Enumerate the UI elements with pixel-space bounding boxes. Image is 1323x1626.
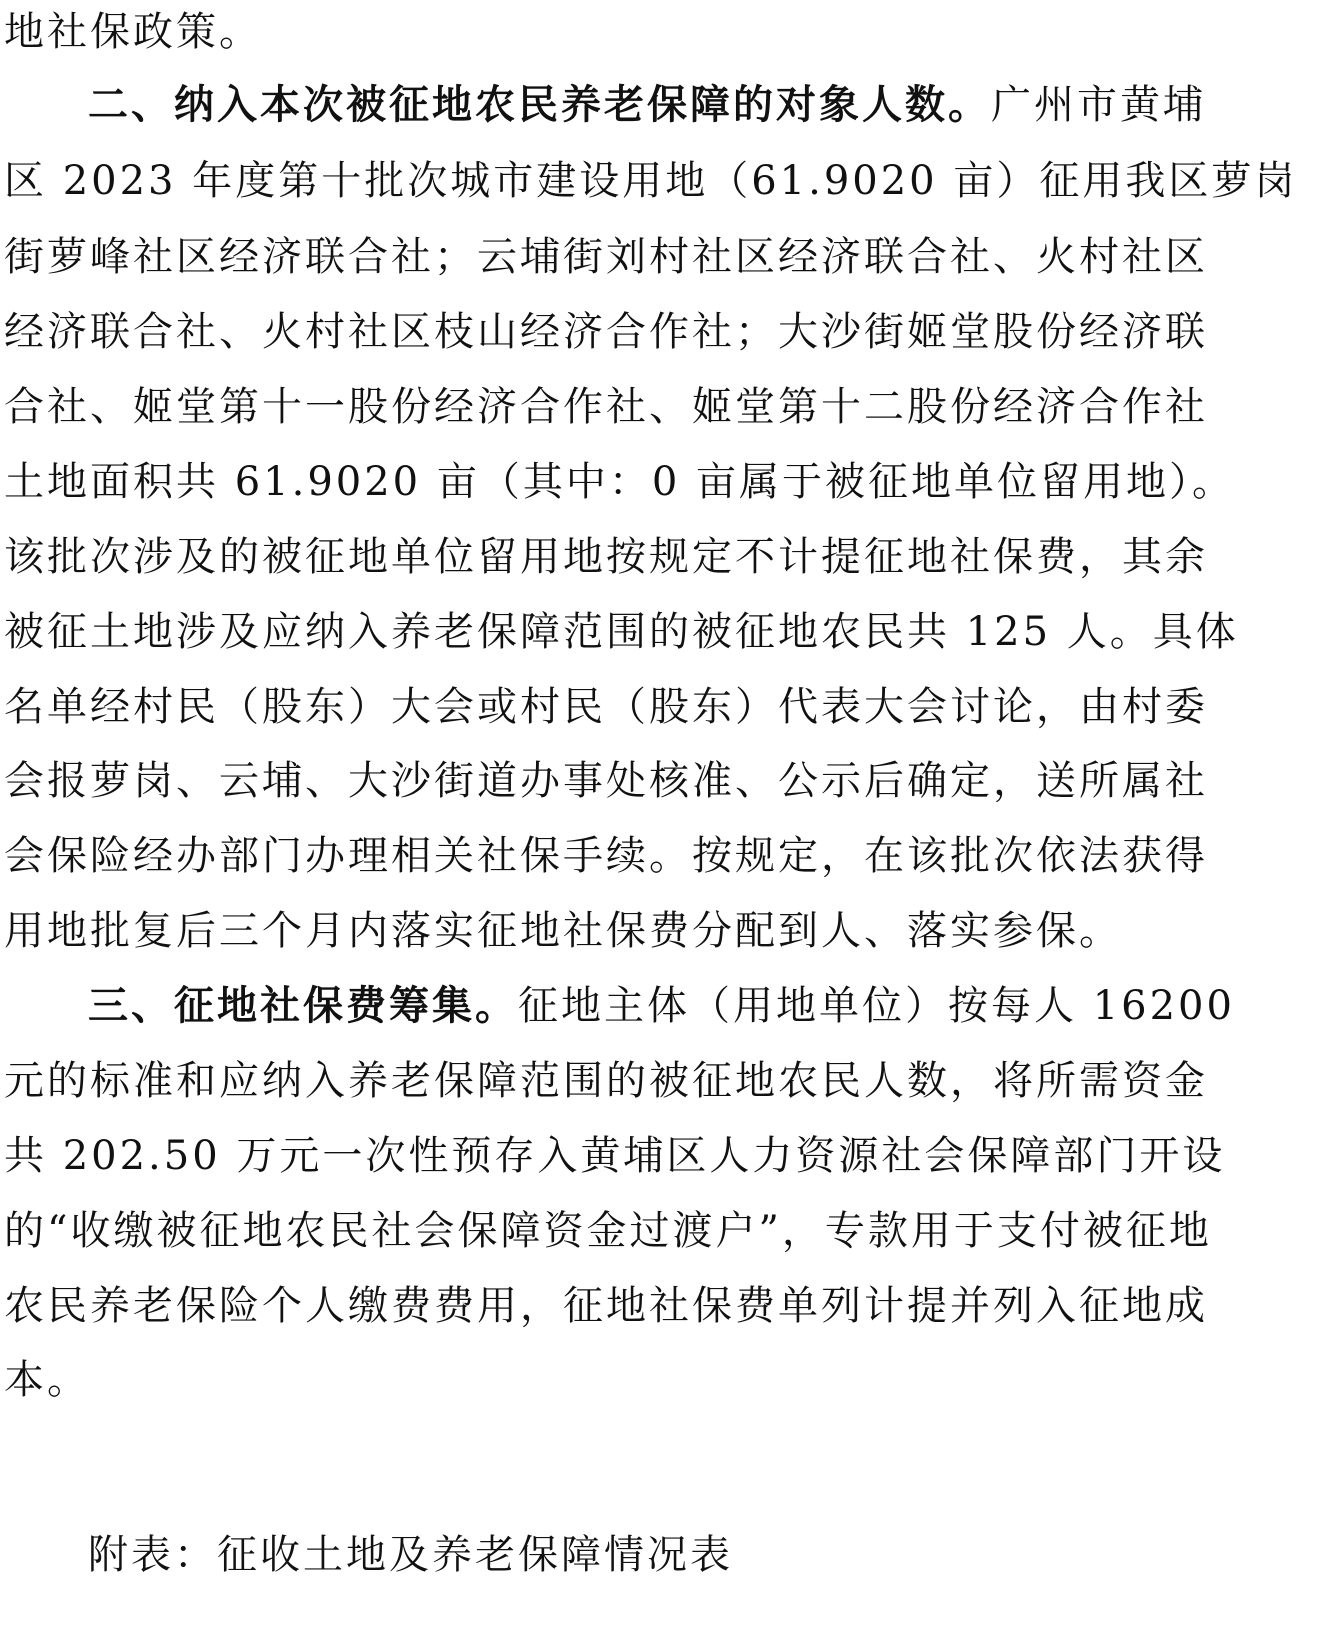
paragraph-line: 名单经村民（股东）大会或村民（股东）代表大会讨论，由村委	[4, 684, 1208, 730]
paragraph-line: 农民养老保险个人缴费费用，征地社保费单列计提并列入征地成	[4, 1283, 1208, 1329]
paragraph-line: 元的标准和应纳入养老保障范围的被征地农民人数，将所需资金	[4, 1058, 1208, 1104]
paragraph-line: 被征土地涉及应纳入养老保障范围的被征地农民共 125 人。具体	[4, 609, 1239, 655]
paragraph-line: 土地面积共 61.9020 亩（其中：0 亩属于被征地单位留用地）。	[4, 459, 1236, 505]
section-two-heading: 二、纳入本次被征地农民养老保障的对象人数。	[88, 81, 991, 128]
paragraph-line: 共 202.50 万元一次性预存入黄埔区人力资源社会保障部门开设	[4, 1133, 1226, 1179]
section-three-heading: 三、征地社保费筹集。	[88, 982, 518, 1029]
paragraph-line: 会报萝岗、云埔、大沙街道办事处核准、公示后确定，送所属社	[4, 758, 1208, 804]
section-two-heading-line: 二、纳入本次被征地农民养老保障的对象人数。广州市黄埔	[4, 75, 1184, 135]
paragraph-line: 合社、姬堂第十一股份经济合作社、姬堂第十二股份经济合作社	[4, 384, 1208, 430]
paragraph-line: 用地批复后三个月内落实征地社保费分配到人、落实参保。	[4, 908, 1122, 954]
paragraph-line: 的“收缴被征地农民社会保障资金过渡户”，专款用于支付被征地	[4, 1208, 1212, 1254]
paragraph-line: 街萝峰社区经济联合社；云埔街刘村社区经济联合社、火村社区	[4, 234, 1208, 280]
paragraph-line: 地社保政策。	[4, 9, 262, 55]
attachment-note: 附表：征收土地及养老保障情况表	[88, 1532, 733, 1578]
paragraph-line: 会保险经办部门办理相关社保手续。按规定，在该批次依法获得	[4, 833, 1208, 879]
paragraph-line: 本。	[4, 1357, 90, 1403]
paragraph-line: 经济联合社、火村社区枝山经济合作社；大沙街姬堂股份经济联	[4, 309, 1208, 355]
section-three-heading-line: 三、征地社保费筹集。征地主体（用地单位）按每人 16200	[4, 976, 1184, 1036]
paragraph-line: 区 2023 年度第十批次城市建设用地（61.9020 亩）征用我区萝岗	[4, 158, 1298, 204]
paragraph-line: 该批次涉及的被征地单位留用地按规定不计提征地社保费，其余	[4, 534, 1208, 580]
